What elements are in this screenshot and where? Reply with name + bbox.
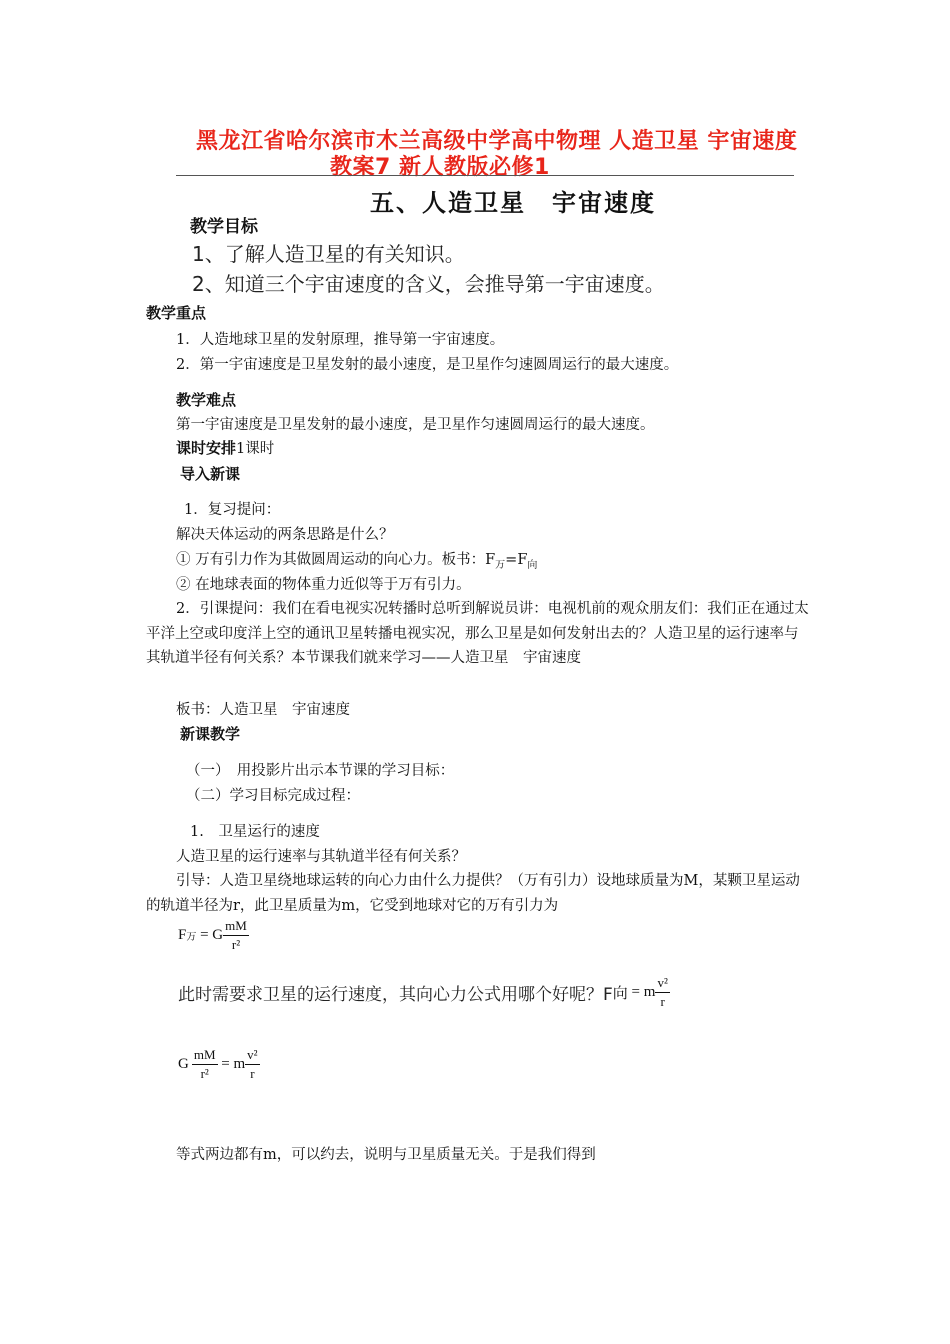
schedule-value: 1课时 [236, 441, 275, 457]
centripetal-question: 此时需要求卫星的运行速度，其向心力公式用哪个好呢？F [178, 985, 613, 1005]
new-lesson-step2: （二）学习目标完成过程： [186, 788, 360, 804]
centripetal-fraction [655, 974, 669, 1011]
new-lesson-conclusion: 等式两边都有m，可以约去，说明与卫星质量无关。于是我们得到 [176, 1147, 596, 1163]
formula3-fraction2 [245, 1046, 259, 1083]
schedule-label: 课时安排 [176, 439, 237, 457]
formula1-den: r² [231, 937, 241, 952]
intro-board: 板书：人造卫星 宇宙速度 [176, 702, 350, 718]
formula-gravity [178, 917, 249, 954]
new-lesson-sub1: 1. 卫星运行的速度 [190, 824, 320, 840]
intro-heading: 导入新课 [180, 465, 241, 483]
document-title-line2: 教案7 新人教版必修1 [330, 155, 550, 180]
centripetal-question-line [178, 974, 670, 1011]
section-title: 五、人造卫星 宇宙速度 [370, 189, 656, 217]
objective-item: 2、知道三个宇宙速度的含义，会推导第一宇宙速度。 [192, 272, 665, 296]
centripetal-eq: = m [627, 984, 656, 1000]
formula3-num1: mM [192, 1046, 218, 1065]
formula3-den2: r [250, 1066, 255, 1081]
new-lesson-q1: 人造卫星的运行速率与其轨道半径有何关系？ [176, 849, 466, 865]
formula3-num2: v² [245, 1046, 259, 1065]
centripetal-num: v² [655, 974, 669, 993]
new-lesson-guide: 引导：人造卫星绕地球运转的向心力由什么力提供？（万有引力）设地球质量为M，某颗卫星运动的轨道半径为r，此卫星质量为m，它受到地球对它的万有引力为 [146, 873, 800, 914]
objectives-heading: 教学目标 [190, 217, 258, 237]
centripetal-sub: 向 [612, 986, 628, 1002]
new-lesson-heading: 新课教学 [180, 725, 241, 743]
intro-lead-paragraph: 2．引课提问：我们在看电视实况转播时总听到解说员讲：电视机前的观众朋友们：我们正在通过太平洋上空或印度洋上空的通讯卫星转播电视实况，那么卫星是如何发射出去的？人造卫星的运行速率与其轨道半径有何关系？本节课我们就来学习——人造卫星 宇宙速度 [146, 601, 809, 666]
key-point-item: 2．第一宇宙速度是卫星发射的最小速度，是卫星作匀速圆周运行的最大速度。 [176, 357, 679, 373]
intro-question: 解决天体运动的两条思路是什么？ [176, 527, 394, 543]
intro-idea1 [176, 548, 537, 571]
idea1-mid: =F [505, 552, 528, 568]
formula3-eq: = m [217, 1056, 246, 1072]
formula3-den1: r² [200, 1066, 209, 1081]
idea1-text: ① 万有引力作为其做圆周运动的向心力。板书：F [176, 552, 496, 568]
formula1-fraction [223, 917, 249, 954]
formula-equation [178, 1046, 260, 1083]
difficulties-text: 第一宇宙速度是卫星发射的最小速度，是卫星作匀速圆周运行的最大速度。 [176, 417, 655, 433]
formula1-eq: = G [196, 927, 224, 943]
difficulties-heading: 教学难点 [176, 391, 237, 409]
formula1-lhs: F [178, 927, 187, 943]
centripetal-den: r [660, 994, 665, 1009]
idea1-sub2: 向 [527, 559, 538, 571]
schedule-line [176, 437, 274, 458]
idea1-sub1: 万 [495, 559, 506, 571]
key-point-item: 1．人造地球卫星的发射原理，推导第一宇宙速度。 [176, 332, 505, 348]
document-title-line1: 黑龙江省哈尔滨市木兰高级中学高中物理 人造卫星 宇宙速度 [196, 129, 798, 154]
formula1-num: mM [223, 917, 249, 936]
key-points-heading: 教学重点 [146, 304, 207, 322]
intro-idea2: ② 在地球表面的物体重力近似等于万有引力。 [176, 577, 471, 593]
new-lesson-step1: （一） 用投影片出示本节课的学习目标： [186, 763, 455, 779]
intro-review: 1．复习提问： [184, 502, 281, 518]
objective-item: 1、了解人造卫星的有关知识。 [192, 242, 465, 266]
formula3-fraction1 [192, 1046, 218, 1083]
title-divider [176, 175, 794, 176]
formula3-g: G [178, 1056, 189, 1072]
formula1-lhs-sub: 万 [186, 932, 197, 943]
